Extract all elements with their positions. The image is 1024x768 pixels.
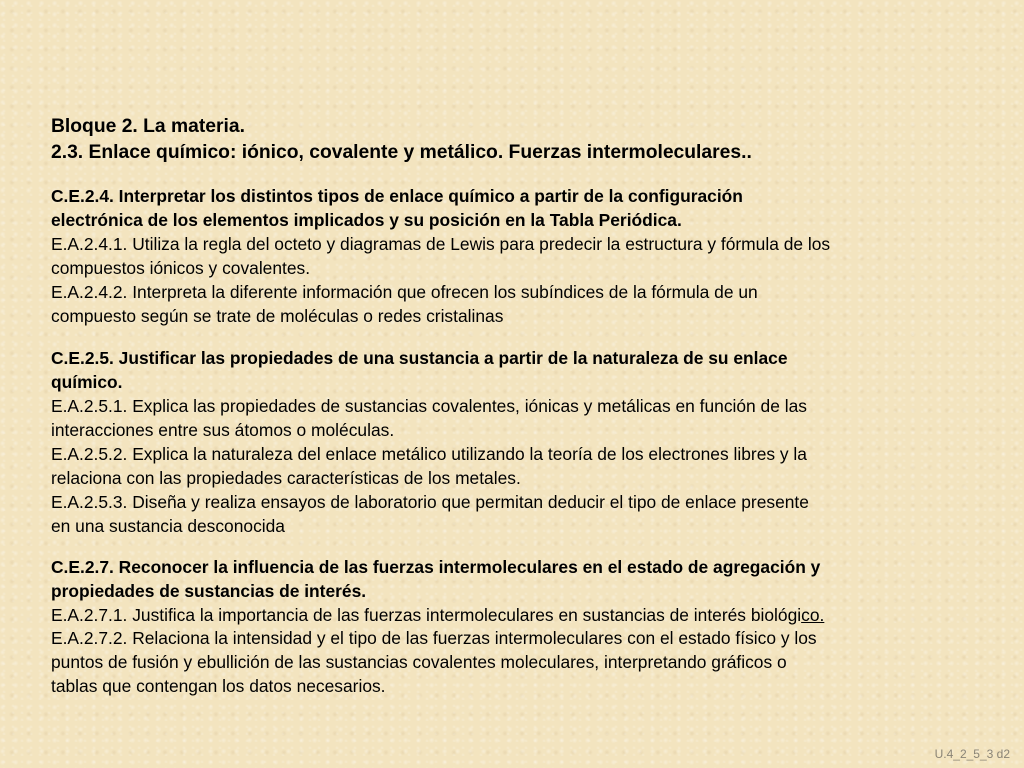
criterion-2-7 xyxy=(51,556,956,699)
standard-text: compuesto según se trate de moléculas o redes cristalinas xyxy=(51,305,504,326)
standard-text xyxy=(51,604,956,628)
standard-text: puntos de fusión y ebullición de las sustancias covalentes moleculares, interpretando gráficos o xyxy=(51,652,787,673)
spacer xyxy=(51,539,956,556)
criterion-text: químico. xyxy=(51,372,123,393)
criterion-text: electrónica de los elementos implicados y su posición en la Tabla Periódica. xyxy=(51,209,682,230)
standard-text: E.A.2.4.1. Utiliza la regla del octeto y diagramas de Lewis para predecir la estructura y fórmula de los xyxy=(51,233,831,254)
standard-text: interacciones entre sus átomos o moléculas. xyxy=(51,420,395,441)
slide-content xyxy=(51,114,956,699)
standard-text: en una sustancia desconocida xyxy=(51,515,285,536)
slide-code: U.4_2_5_3 d2 xyxy=(934,747,1010,761)
standard-text: compuestos iónicos y covalentes. xyxy=(51,257,311,278)
criterion-text: C.E.2.5. Justificar las propiedades de una sustancia a partir de la naturaleza de su enlace xyxy=(51,348,788,369)
criterion-text: propiedades de sustancias de interés. xyxy=(51,580,367,601)
standard-text: E.A.2.5.2. Explica la naturaleza del enlace metálico utilizando la teoría de los electrones libres y la xyxy=(51,444,807,465)
standard-text: E.A.2.4.2. Interpreta la diferente información que ofrecen los subíndices de la fórmula de un xyxy=(51,281,758,302)
spacer xyxy=(51,328,956,347)
standard-text: tablas que contengan los datos necesarios. xyxy=(51,676,386,697)
standard-text: E.A.2.5.1. Explica las propiedades de sustancias covalentes, iónicas y metálicas en función de las xyxy=(51,396,807,417)
standard-text-prefix: E.A.2.7.1. Justifica la importancia de las fuerzas intermoleculares en sustancias de interés biológi xyxy=(51,604,802,625)
section-title: 2.3. Enlace químico: iónico, covalente y metálico. Fuerzas intermoleculares.. xyxy=(51,142,752,163)
block-title: Bloque 2. La materia. xyxy=(51,116,245,137)
standard-text: E.A.2.5.3. Diseña y realiza ensayos de laboratorio que permitan deducir el tipo de enlace presente xyxy=(51,491,809,512)
standard-text: E.A.2.7.2. Relaciona la intensidad y el tipo de las fuerzas intermoleculares con el estado físico y los xyxy=(51,628,817,649)
criterion-text: C.E.2.7. Reconocer la influencia de las fuerzas intermoleculares en el estado de agregación y xyxy=(51,556,821,577)
criterion-2-5 xyxy=(51,347,956,538)
criterion-2-4 xyxy=(51,185,956,328)
criterion-text: C.E.2.4. Interpretar los distintos tipos de enlace químico a partir de la configuración xyxy=(51,186,743,206)
standard-text-underlined: co. xyxy=(801,604,825,625)
standard-text: relaciona con las propiedades características de los metales. xyxy=(51,467,521,488)
